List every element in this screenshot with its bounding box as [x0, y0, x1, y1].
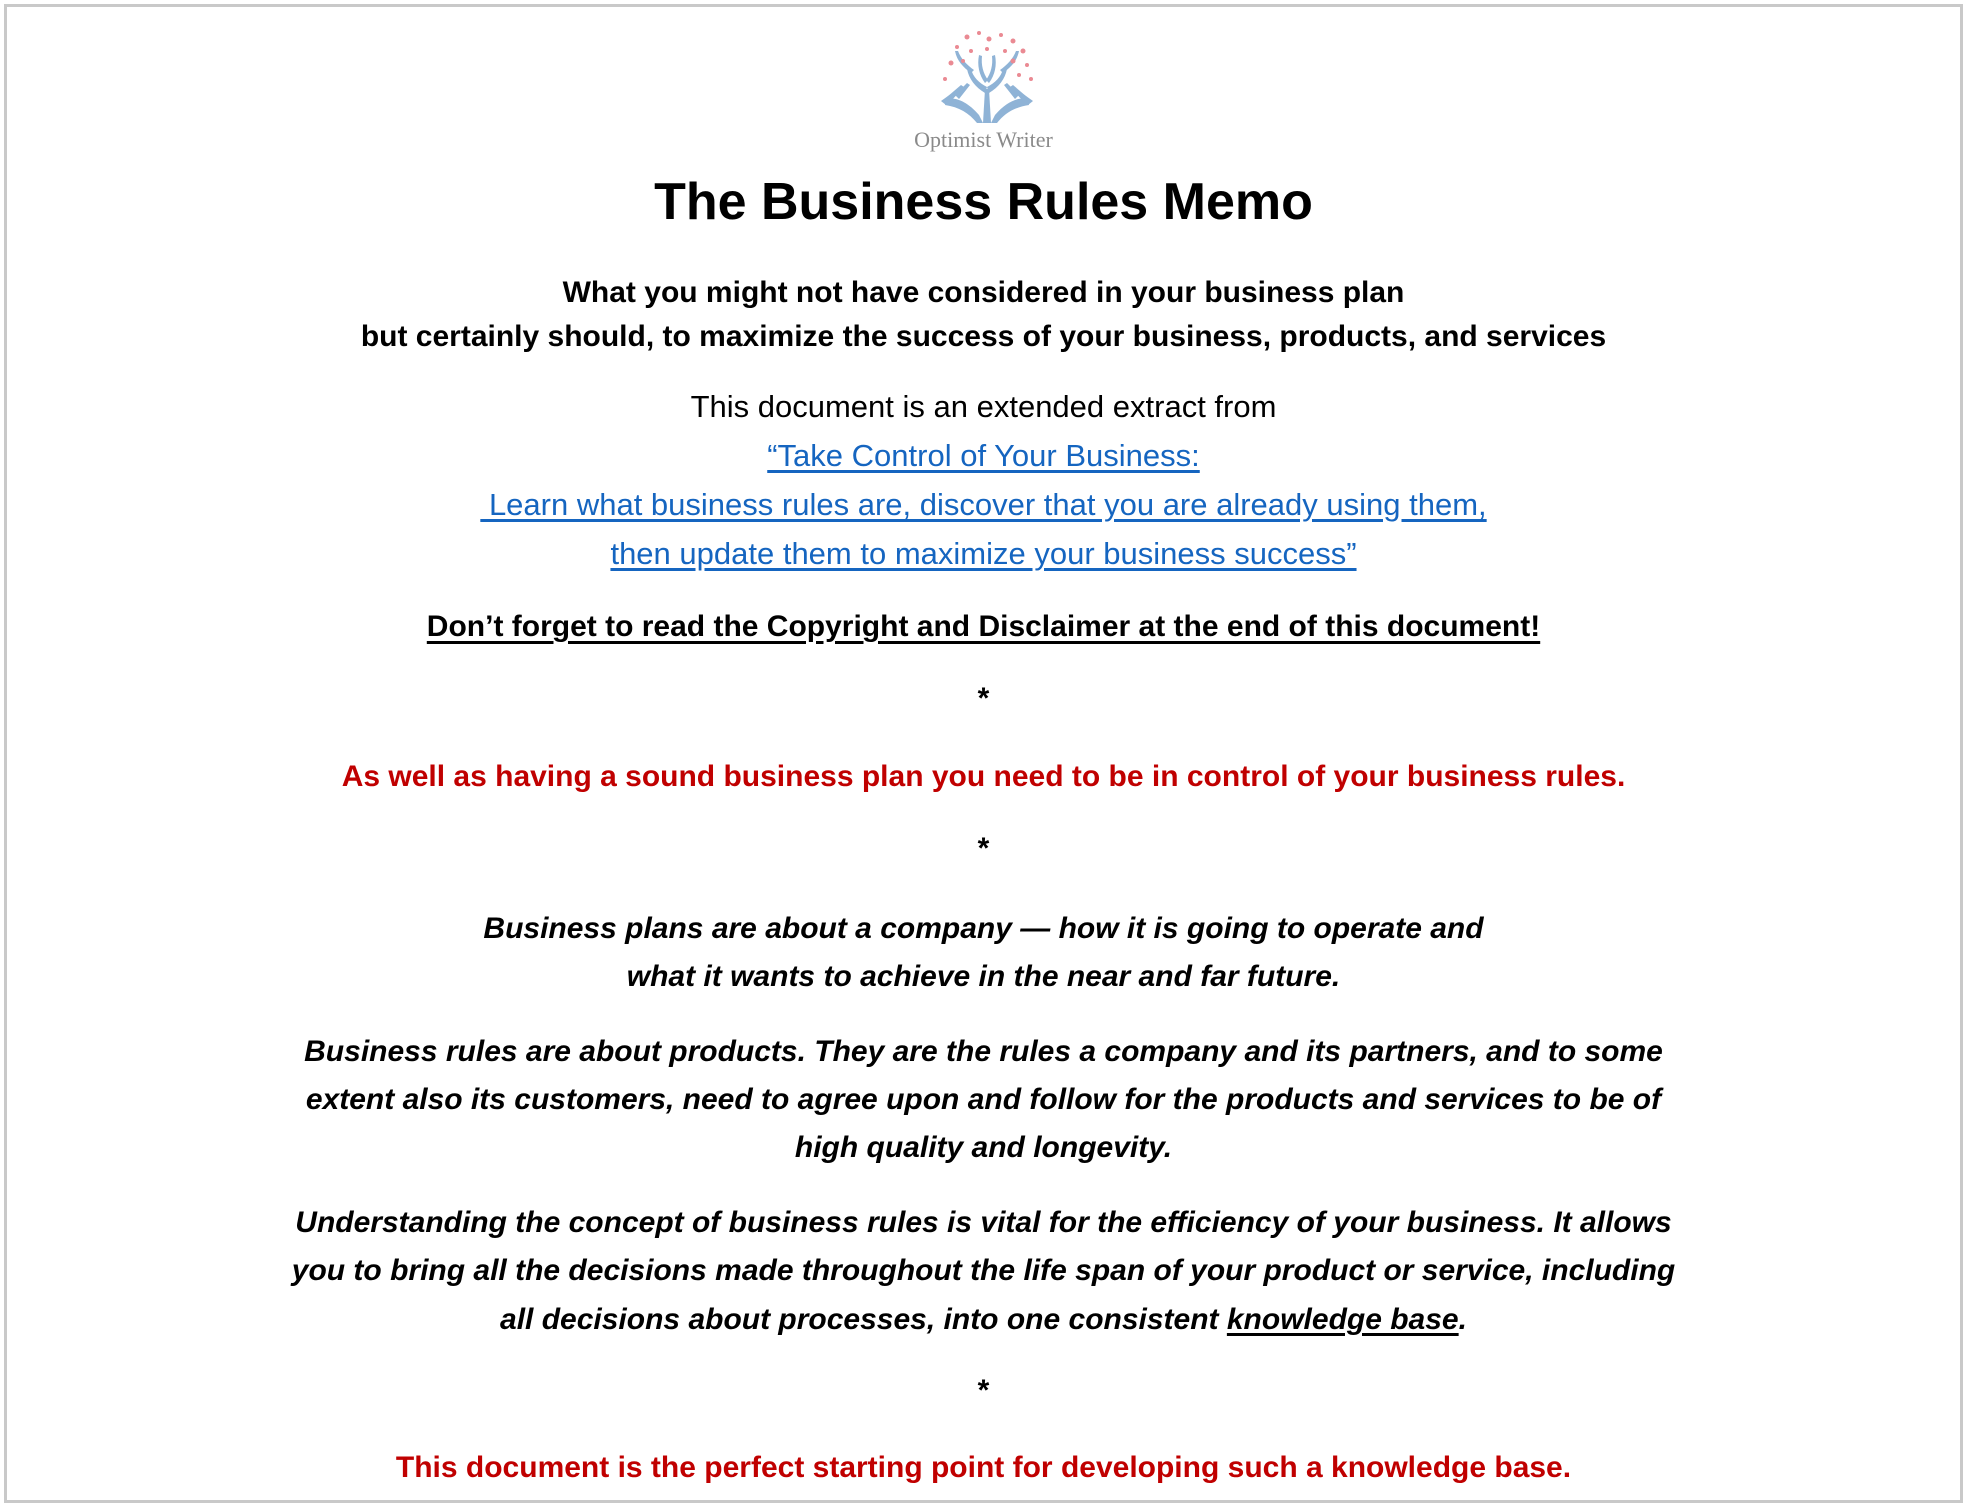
subtitle-line-2: but certainly should, to maximize the success of your business, products, and services — [360, 320, 1607, 353]
copyright-reminder: Don’t forget to read the Copyright and Disclaimer at the end of this document! — [426, 610, 1541, 643]
page-title: The Business Rules Memo — [654, 173, 1313, 231]
highlight-control-rules: As well as having a sound business plan you need to be in control of your business rules. — [341, 760, 1626, 793]
logo-brand-text: Optimist Writer — [914, 127, 1053, 152]
separator-1: * — [977, 682, 990, 715]
para-concept-line-3-text: all decisions about processes, into one consistent — [500, 1303, 1227, 1336]
para-rules-line-2: extent also its customers, need to agree upon and follow for the products and services to be of — [305, 1083, 1662, 1116]
separator-3: * — [977, 1374, 990, 1407]
separator-2: * — [977, 832, 990, 865]
book-link-line-2[interactable]: Learn what business rules are, discover that you are already using them, — [480, 487, 1487, 522]
optimist-writer-logo — [927, 27, 1047, 131]
book-link-line-1-wrap — [7, 432, 1960, 480]
document-page — [4, 4, 1963, 1503]
tree-hands-icon — [927, 27, 1047, 131]
para-rules-line-1: Business rules are about products. They are the rules a company and its partners, and to some — [304, 1035, 1663, 1068]
book-link-line-2-wrap — [7, 481, 1960, 529]
knowledge-base-link[interactable]: knowledge base — [1226, 1303, 1459, 1336]
para-concept-line-3 — [7, 1296, 1960, 1344]
para-plans-line-2: what it wants to achieve in the near and far future. — [626, 960, 1341, 993]
book-link-line-3[interactable]: then update them to maximize your business success” — [610, 536, 1357, 571]
para-rules-line-3: high quality and longevity. — [794, 1131, 1173, 1164]
highlight-starting-point: This document is the perfect starting point for developing such a knowledge base. — [395, 1451, 1572, 1484]
para-concept-line-1: Understanding the concept of business rules is vital for the efficiency of your business. It allows — [295, 1206, 1672, 1239]
para-concept-line-3-end: . — [1458, 1303, 1467, 1336]
para-plans-line-1: Business plans are about a company — how it is going to operate and — [483, 912, 1484, 945]
reminder-wrap — [7, 607, 1960, 647]
subtitle-line-1: What you might not have considered in your business plan — [562, 276, 1405, 309]
para-concept-line-2: you to bring all the decisions made throughout the life span of your product or service, including — [291, 1254, 1676, 1287]
book-link-line-1[interactable]: “Take Control of Your Business: — [767, 438, 1200, 473]
book-link-line-3-wrap — [7, 530, 1960, 578]
intro-text: This document is an extended extract from — [690, 389, 1277, 424]
